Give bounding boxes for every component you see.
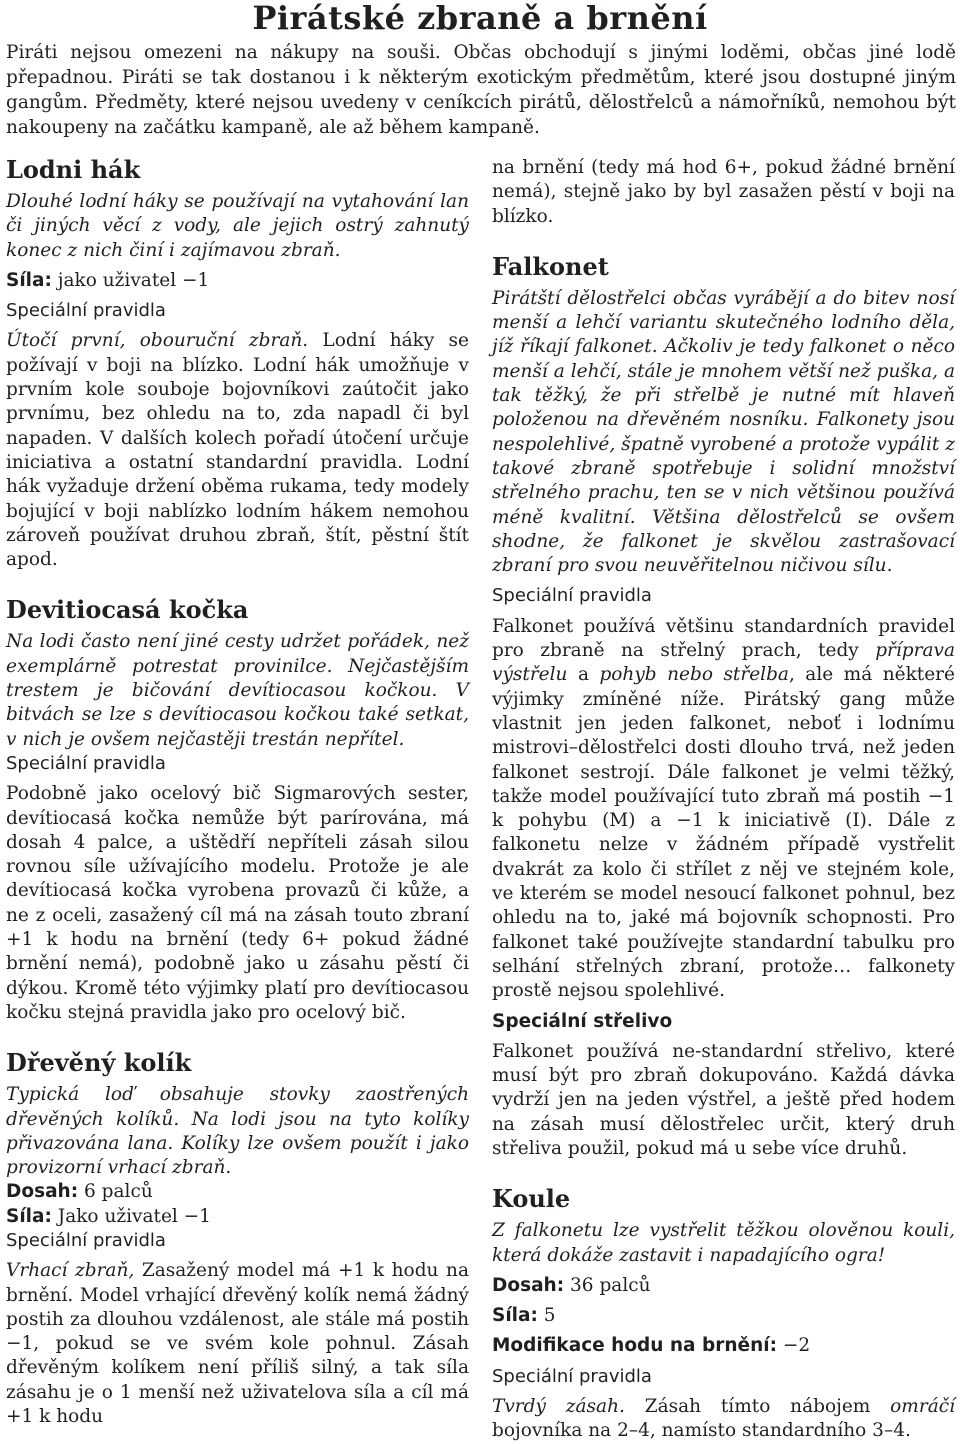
falkonet-ammo-label: Speciální střelivo [492, 1010, 673, 1032]
devitiocasa-special-label: Speciální pravidla [6, 752, 166, 774]
devitiocasa-flavor [6, 630, 469, 751]
koule-rules [492, 1395, 955, 1444]
koule-modifikace [492, 1334, 955, 1358]
sila-label: Síla: [6, 1205, 52, 1227]
lodni-hak-flavor [6, 190, 469, 263]
sila-value: 5 [537, 1305, 556, 1327]
falkonet-ammo-text: Falkonet používá ne-standardní střelivo, které musí být pro zbraň dokupováno. Každá dávka vydrží jen na jeden výstřel, a ještě před hodem na zásah musí dělostřelec určit, který druh střeliva použil, pokud má u sebe více druhů. [492, 1040, 955, 1159]
falkonet-rule-e: , ale má některé výjimky zmíněné níže. Pirátský gang může vlastnit jen jeden falkonet, neboť i lodnímu mistrovi–dělostřelci dosti dlouho trvá, než jeden falkonet sestrojí. Dále falkonet je velmi těžký, takže model používající tuto zbraň má postih −1 k pohybu (M) a −1 k iniciativě (I). Dále z falkonetu nelze v žádném případě vystřelit dvakrát za kolo či střílet z něj ve stejném kole, ve kterém se model nesoucí falkonet pohnul, bez ohledu na to, jaké má bojovník schopnosti. Pro falkonet také používejte standardní tabulku pro selhání střelných zbraní, protože… falkonety prostě nejsou spolehlivé. [492, 664, 955, 1002]
koule-rule-text-a: Zásah tímto nábojem [624, 1396, 891, 1418]
lodni-hak-rules [6, 329, 469, 572]
dreveny-kolik-rule-italic: Vrhací zbraň, [6, 1260, 135, 1282]
dreveny-kolik-rules [6, 1259, 469, 1429]
falkonet-rule-d: pohyb nebo střelba [599, 664, 789, 686]
modifikace-value: −2 [776, 1335, 811, 1357]
section-heading-dreveny-kolik: Dřevěný kolík [6, 1048, 192, 1078]
section-heading-koule: Koule [492, 1184, 571, 1214]
sila-label: Síla: [6, 269, 52, 291]
dreveny-kolik-sila [6, 1205, 469, 1229]
falkonet-rule-c: a [567, 664, 600, 686]
dreveny-kolik-flavor [6, 1083, 469, 1180]
dosah-value: 6 palců [78, 1181, 153, 1203]
koule-rule-italic: Tvrdý zásah. [492, 1396, 625, 1418]
lodni-hak-special-label: Speciální pravidla [6, 300, 166, 322]
section-heading-falkonet: Falkonet [492, 251, 609, 281]
section-heading-lodni-hak: Lodni hák [6, 155, 141, 184]
dreveny-kolik-dosah [6, 1180, 469, 1204]
sila-label: Síla: [492, 1305, 538, 1327]
lodni-hak-rule-text: Lodní háky se požívají v boji na blízko. Lodní hák umožňuje v prvním kole souboje bojovníkovi zaútočit jako prvnímu, bez ohledu na to, zda napadl či byl napaden. V dalších kolech pořadí útočení určuje iniciativa a ostatní standardní pravidla. Lodní hák vyžaduje držení oběma rukama, tedy modely bojující v boji nablízko lodním hákem nemohou zároveň používat druhou zbraň, štít, pěstní štít apod. [6, 330, 469, 571]
devitiocasa-rules: Podobně jako ocelový bič Sigmarových sester, devítiocasá kočka nemůže být parírována, má dosah 4 palce, a uštědří nepříteli zásah silou rovnou síle užívajícího modelu. Protože je ale devítiocasá kočka vyrobena provazů či kůže, a ne z oceli, zasažený cíl má na zásah touto zbraní +1 k hodu na brnění (tedy 6+ pokud žádné brnění nemá), podobně jako u zásahu pěstí či dýkou. Kromě této výjimky platí pro devítiocasou kočku stejná pravidla jako pro ocelový bič. [6, 783, 469, 1023]
falkonet-rules [492, 615, 955, 1004]
koule-rule-text-b: omráčí [890, 1396, 956, 1418]
devitiocasa-flavor-text: Na lodi často není jiné cesty udržet pořádek, než exemplárně potrestat provinilce. Nejčastějším trestem je bičování devítiocasou kočkou. V bitvách se lze s devítiocasou kočkou také setkat, v nich je ovšem nejčastěji trestán nepřítel. [6, 631, 469, 750]
continued-text: na brnění (tedy má hod 6+, pokud žádné brnění nemá), stejně jako by byl zasažen pěstí v boji na blízko. [492, 157, 955, 227]
modifikace-label: Modifikace hodu na brnění: [492, 1335, 777, 1357]
falkonet-special-label: Speciální pravidla [492, 585, 652, 607]
sila-value: jako uživatel −1 [51, 269, 210, 291]
koule-flavor-text: Z falkonetu lze vystřelit těžkou olověnou kouli, která dokáže zastavit i napadajícího ogra! [492, 1220, 955, 1266]
left-column [6, 156, 469, 1429]
koule-sila [492, 1304, 955, 1328]
dosah-label: Dosah: [492, 1274, 565, 1296]
dosah-value: 36 palců [564, 1274, 651, 1296]
page-title: Pirátské zbraně a brnění [252, 0, 708, 37]
falkonet-rule-b: příprava výstřelu [492, 640, 955, 686]
dreveny-kolik-flavor-text: Typická loď obsahuje stovky zaostřených dřevěných kolíků. Na lodi jsou na tyto kolíky přivazována lana. Kolíky lze ovšem použít i jako provizorní vrhací zbraň. [6, 1084, 469, 1179]
koule-rule-text-c: bojovníka na 2–4, namísto standardního 3–4. [492, 1420, 911, 1442]
dosah-label: Dosah: [6, 1181, 79, 1203]
dreveny-kolik-rule-text: Zasažený model má +1 k hodu na brnění. Model vrhající dřevěný kolík nemá žádný postih za dlouhou vzdálenost, ale stále má postih −1, pokud se ve svém kole pohnul. Zásah dřevěným kolíkem není příliš silný, a tak síla zásahu je o 1 menší než uživatelova síla a cíl má +1 k hodu [6, 1260, 469, 1428]
sila-value: Jako uživatel −1 [51, 1205, 211, 1227]
koule-dosah [492, 1274, 955, 1298]
section-heading-devitiocasa: Devitiocasá kočka [6, 595, 249, 625]
falkonet-rule-a: Falkonet používá většinu standardních pravidel pro zbraně na střelný prach, tedy [492, 615, 955, 662]
koule-flavor [492, 1219, 955, 1268]
dreveny-kolik-special-label: Speciální pravidla [6, 1229, 166, 1251]
falkonet-flavor [492, 287, 955, 579]
right-column [492, 156, 955, 1444]
falkonet-flavor-text: Pirátští dělostřelci občas vyrábějí a do bitev nosí menší a lehčí variantu skutečného lodního děla, jíž říkají falkonet. Ačkoliv je tedy falkonet o něco menší a lehčí, stále je mnohem větší než puška, a tak těžký, že při střelbě je nutné mít hlaveň položenou na dřevěném nosníku. Falkonety jsou nespolehlivé, špatně vyrobené a protože vypálit z takové zbraně spotřebuje i solidní množství střelného prachu, ten se v nich většinou používá méně kvalitní. Většina dělostřelců se ovšem shodne, že falkonet je skvělou zastrašovací zbraní pro svou neuvěřitelnou ničivou sílu. [492, 287, 955, 577]
koule-special-label: Speciální pravidla [492, 1365, 652, 1387]
lodni-hak-flavor-text: Dlouhé lodní háky se používají na vytahování lan či jiných věcí z vody, ale jejich ostrý zahnutý konec z nich činí i zajímavou zbraň. [6, 191, 469, 261]
lodni-hak-rule-italic: Útočí první, obouruční zbraň. [6, 330, 309, 352]
lodni-hak-sila [6, 269, 469, 293]
intro-paragraph: Piráti nejsou omezeni na nákupy na souši. Občas obchodují s jinými loděmi, občas jiné lodě přepadnou. Piráti se tak dostanou i k některým exotickým předmětům, které jsou dostupné jiným gangům. Předměty, které nejsou uvedeny v ceníkcích pirátů, dělostřelců a námořníků, nemohou být nakoupeny na začátku kampaně, ale až během kampaně. [6, 42, 956, 138]
